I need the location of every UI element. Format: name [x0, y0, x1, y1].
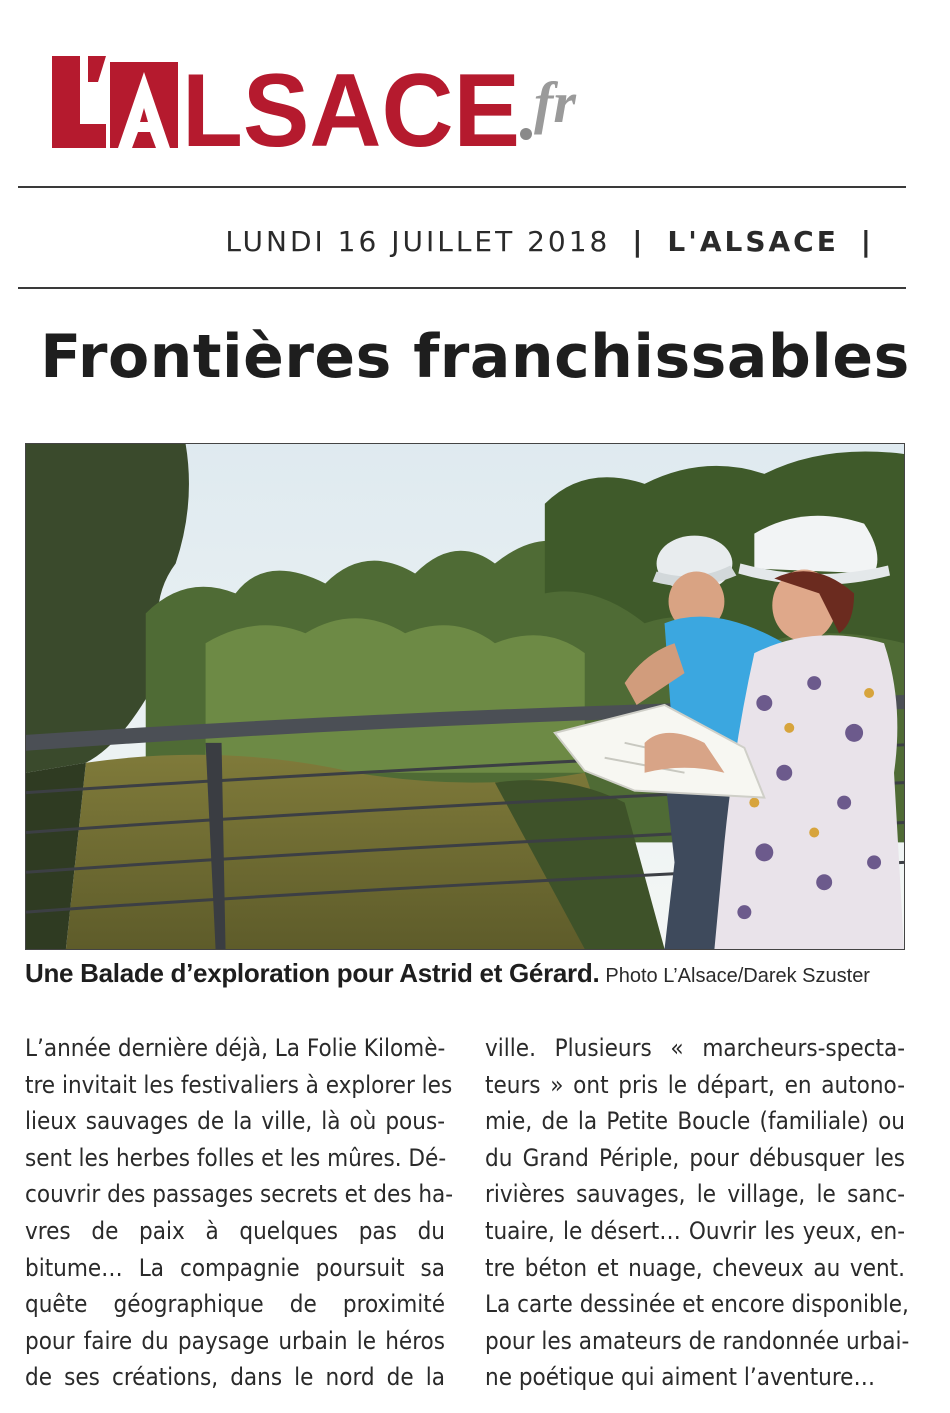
text-line: tre invitait les festivaliers à explorer les [25, 1070, 453, 1099]
text-line: mie, de la Petite Boucle (familiale) ou [485, 1107, 905, 1136]
top-rule [18, 186, 906, 188]
dateline-separator-end: | [860, 225, 874, 258]
article-column-left [25, 1030, 454, 1396]
text-line: quête géographique de proximité [25, 1290, 445, 1319]
lalsace-logo [48, 52, 618, 152]
text-line: sent les herbes folles et les mûres. Dé- [25, 1143, 447, 1172]
text-line: pour les amateurs de randonnée urbai- [485, 1326, 910, 1355]
photo-caption [25, 958, 905, 989]
text-line: de ses créations, dans le nord de la [25, 1363, 445, 1392]
text-line: rivières sauvages, le village, le sanc- [485, 1180, 905, 1209]
dateline-separator: | [632, 225, 646, 258]
dateline [225, 222, 884, 262]
photo-credit: Photo L’Alsace/Darek Szuster [605, 965, 870, 987]
text-line: tre béton et nuage, cheveux au vent. [485, 1253, 905, 1282]
text-line: La carte dessinée et encore disponible, [485, 1290, 909, 1319]
text-line: pour faire du paysage urbain le héros [25, 1326, 445, 1355]
text-line: ville. Plusieurs « marcheurs-specta- [485, 1034, 905, 1062]
text-line: tuaire, le désert… Ouvrir les yeux, en- [485, 1216, 905, 1245]
svg-text:fr: fr [534, 70, 576, 135]
article-photo [25, 443, 905, 950]
text-line: teurs » ont pris le départ, en autono- [485, 1070, 905, 1099]
caption-title: Une Balade d’exploration pour Astrid et Gérard. [25, 958, 600, 988]
article-column-right [485, 1030, 910, 1396]
text-line: lieux sauvages de la ville, là où pous- [25, 1107, 445, 1136]
text-line: vres de paix à quelques pas du [25, 1216, 445, 1245]
text-line: ne poétique qui aiment l’aventure… [485, 1363, 876, 1392]
publication-date: LUNDI 16 JUILLET 2018 [225, 225, 611, 258]
article-headline: Frontières franchissables [40, 322, 910, 392]
bottom-rule [18, 287, 906, 289]
text-line: L’année dernière déjà, La Folie Kilomè- [25, 1034, 446, 1062]
svg-text:LSACE: LSACE [182, 53, 520, 152]
publication-name: L'ALSACE [667, 225, 839, 258]
text-line: bitume… La compagnie poursuit sa [25, 1253, 445, 1282]
text-line: couvrir des passages secrets et des ha- [25, 1180, 454, 1209]
text-line: du Grand Périple, pour débusquer les [485, 1143, 905, 1172]
